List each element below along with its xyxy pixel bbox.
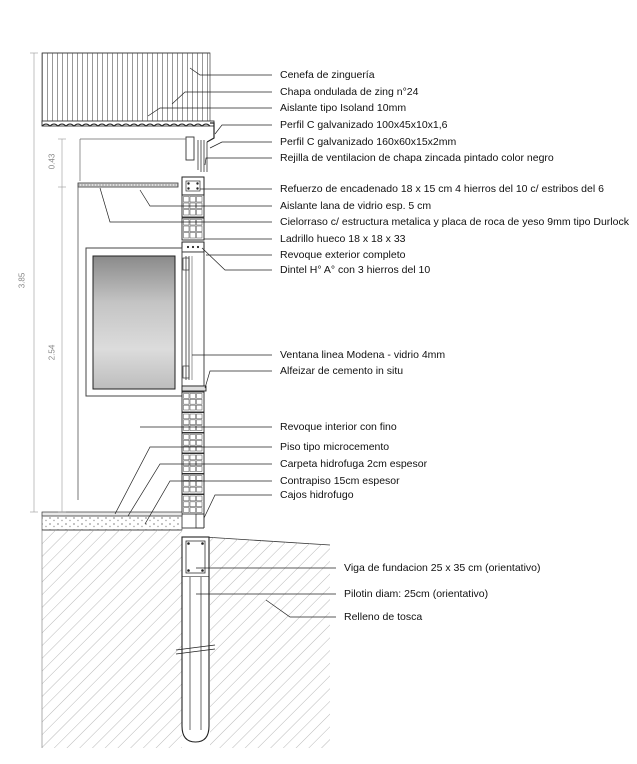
label-cajos: Cajos hidrofugo: [280, 489, 354, 501]
label-chapa: Chapa ondulada de zing n°24: [280, 86, 419, 98]
label-alfeizar: Alfeizar de cemento in situ: [280, 365, 404, 377]
label-rejilla: Rejilla de ventilacion de chapa zincada pintado color negro: [280, 152, 554, 164]
leader-line-3: [215, 125, 272, 134]
leader-line-13: [205, 371, 272, 388]
leader-line-7: [140, 190, 272, 206]
bond-beam: [182, 177, 204, 195]
leader-line-11: [202, 248, 272, 270]
label-cielorraso: Cielorraso c/ estructura metalica y placa de roca de yeso 9mm tipo Durlock: [280, 216, 629, 228]
brick-stack-upper: [182, 195, 204, 240]
leader-line-4: [210, 142, 272, 148]
label-perfil-160: Perfil C galvanizado 160x60x15x2mm: [280, 136, 457, 148]
brick: [182, 474, 204, 494]
brick: [182, 218, 204, 240]
label-cenefa: Cenefa de zinguería: [280, 69, 375, 81]
brick: [182, 495, 204, 515]
brick-stack-lower: [182, 392, 204, 515]
foundation-beam: [182, 537, 209, 577]
dim-window: 2.54: [47, 344, 57, 361]
label-relleno: Relleno de tosca: [344, 611, 423, 623]
label-pilotin: Pilotin diam: 25cm (orientativo): [344, 588, 489, 600]
label-ladrillo: Ladrillo hueco 18 x 18 x 33: [280, 233, 406, 245]
label-viga-fundacion: Viga de fundacion 25 x 35 cm (orientativo): [344, 562, 541, 574]
label-revoque-interior: Revoque interior con fino: [280, 421, 397, 433]
pile: [176, 577, 215, 742]
label-ventana: Ventana linea Modena - vidrio 4mm: [280, 349, 446, 361]
label-dintel: Dintel H° A° con 3 hierros del 10: [280, 264, 431, 276]
leader-line-18: [204, 495, 272, 518]
label-contrapiso: Contrapiso 15cm espesor: [280, 475, 400, 487]
brick: [182, 413, 204, 433]
label-revoque-exterior: Revoque exterior completo: [280, 249, 406, 261]
wall-base-block: [182, 514, 204, 528]
window-frame: [182, 252, 204, 386]
brick: [182, 392, 204, 412]
window-elevation: [86, 248, 182, 396]
leader-line-5: [205, 158, 272, 165]
brick: [182, 454, 204, 474]
label-perfil-100: Perfil C galvanizado 100x45x10x1,6: [280, 119, 448, 131]
dim-total: 3.85: [17, 272, 27, 289]
label-refuerzo: Refuerzo de encadenado 18 x 15 cm 4 hierros del 10 c/ estribos del 6: [280, 183, 604, 195]
label-carpeta: Carpeta hidrofuga 2cm espesor: [280, 458, 428, 470]
label-lana-vidrio: Aislante lana de vidrio esp. 5 cm: [280, 200, 432, 212]
window-sill: [182, 386, 206, 391]
ceiling-durlock: [78, 183, 178, 187]
floor-buildup: [42, 512, 182, 530]
eave-flashing: [186, 123, 214, 172]
dim-upper: 0.43: [47, 153, 57, 170]
lintel: [182, 242, 204, 252]
label-aislante-isoland: Aislante tipo Isoland 10mm: [280, 102, 407, 114]
roof-corrugated-sheet: [42, 53, 214, 126]
label-piso: Piso tipo microcemento: [280, 441, 390, 453]
brick: [182, 433, 204, 453]
